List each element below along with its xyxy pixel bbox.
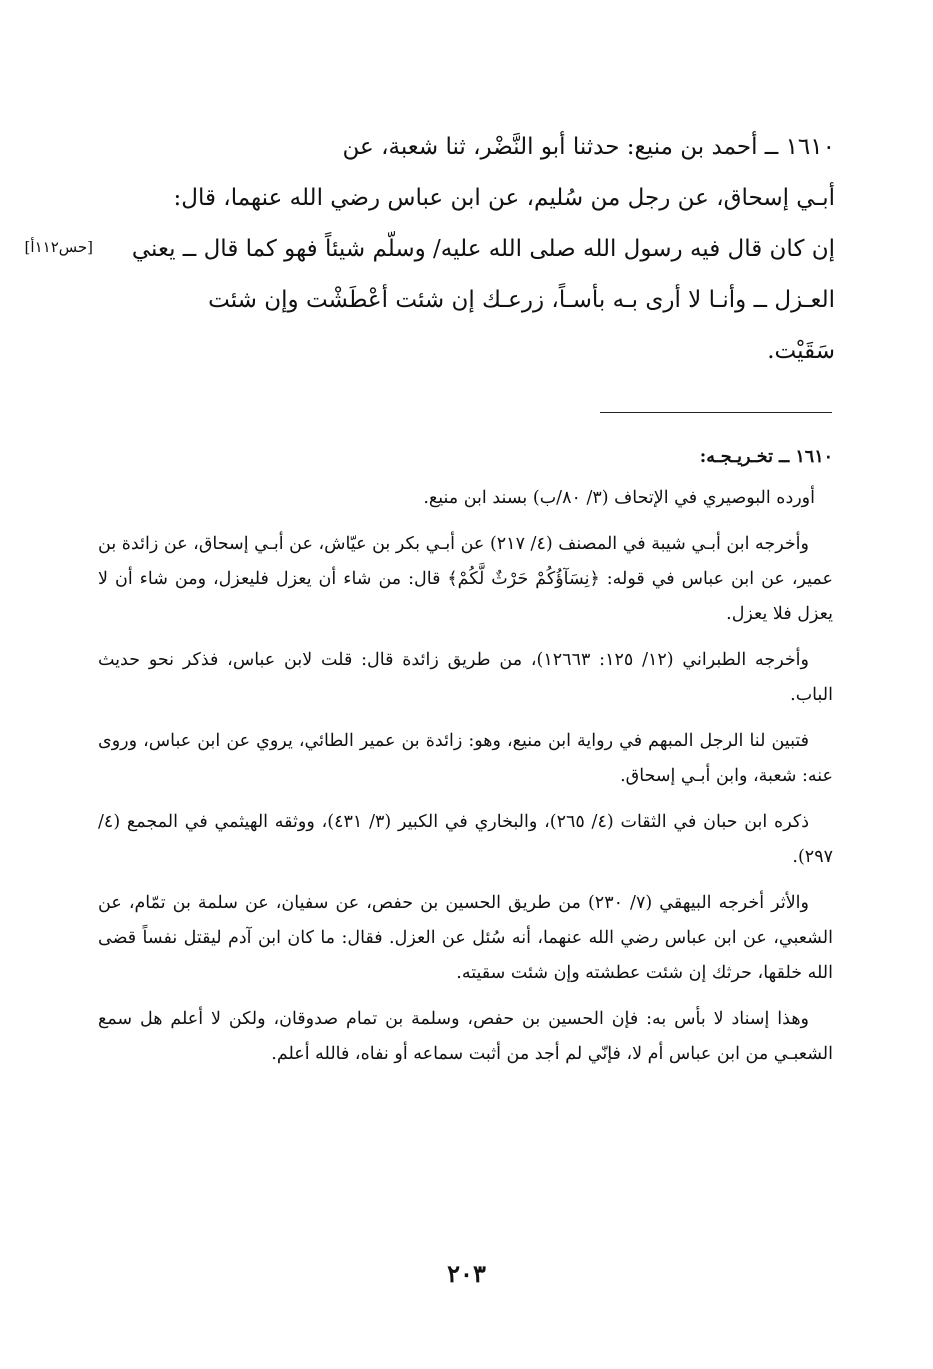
takhrij-paragraph: فتبين لنا الرجل المبهم في رواية ابن منيع، وهو: زائدة بن عمير الطائي، يروي عن ابن عباس، وروى عنه: شعبة، وابن أبـي إسحاق. [98,731,833,786]
takhrij-paragraph: أورده البوصيري في الإتحاف (٣/ ٨٠/ب) بسند ابن منيع. [423,488,815,508]
takhrij-paragraph: وأخرجه ابن أبـي شيبة في المصنف (٤/ ٢١٧) عن أبـي بكر بن عيّاش، عن أبـي إسحاق، عن زائدة بن عمير، عن ابن عباس في قوله: ﴿نِسَآؤُكُمْ حَرْثٌ لَّكُمْ﴾ قال: من شاء أن يعزل فليعزل، ومن شاء أن لا يعزل فلا يعزل. [98,534,833,624]
takhrij-section [98,440,833,1083]
hadith-line-5: سَقَيْت. [767,338,835,364]
hadith-line-4: العـزل ــ وأنـا لا أرى بـه بأسـاً، زرعـك إن شئت أعْطَشْت وإن شئت [208,287,835,313]
takhrij-paragraph: والأثر أخرجه البيهقي (٧/ ٢٣٠) من طريق الحسين بن حفص، عن سفيان، عن سلمة بن تمّام، عن الشعبي، عن ابن عباس رضي الله عنهما، أنه سُئل عن العزل. فقال: ما كان ابن آدم ليقتل نفساً قضى الله خلقها، حرثك إن شئت عطشته وإن شئت سقيته. [98,893,833,983]
hadith-line-3: إن كان قال فيه رسول الله صلى الله عليه/ وسلّم شيئاً فهو كما قال ــ يعني [131,236,835,262]
takhrij-paragraph: ذكره ابن حبان في الثقات (٤/ ٢٦٥)، والبخاري في الكبير (٣/ ٤٣١)، ووثقه الهيثمي في المجمع (٤/ ٢٩٧). [98,812,833,867]
takhrij-paragraph: وأخرجه الطبراني (١٢/ ١٢٥: ١٢٦٦٣)، من طريق زائدة قال: قلت لابن عباس، فذكر نحو حديث الباب. [98,650,833,705]
hadith-line-2: أبـي إسحاق، عن رجل من سُليم، عن ابن عباس رضي الله عنهما، قال: [173,185,835,211]
hadith-line-1: ١٦١٠ ــ أحمد بن منيع: حدثنا أبو النَّضْر، ثنا شعبة، عن [342,134,835,160]
takhrij-heading: ١٦١٠ ــ تخـريـجـه: [699,447,833,467]
hadith-text [108,122,835,377]
page-number: ٢٠٣ [447,1259,486,1288]
takhrij-paragraph: وهذا إسناد لا بأس به: فإن الحسين بن حفص، وسلمة بن تمام صدوقان، ولكن لا أعلم هل سمع الشعبـي من ابن عباس أم لا، فإنّي لم أجد من أثبت سماعه أو نفاه، فالله أعلم. [98,1009,833,1064]
footnote-separator [600,412,832,413]
manuscript-folio-reference: [حس١١٢أ] [24,238,93,256]
